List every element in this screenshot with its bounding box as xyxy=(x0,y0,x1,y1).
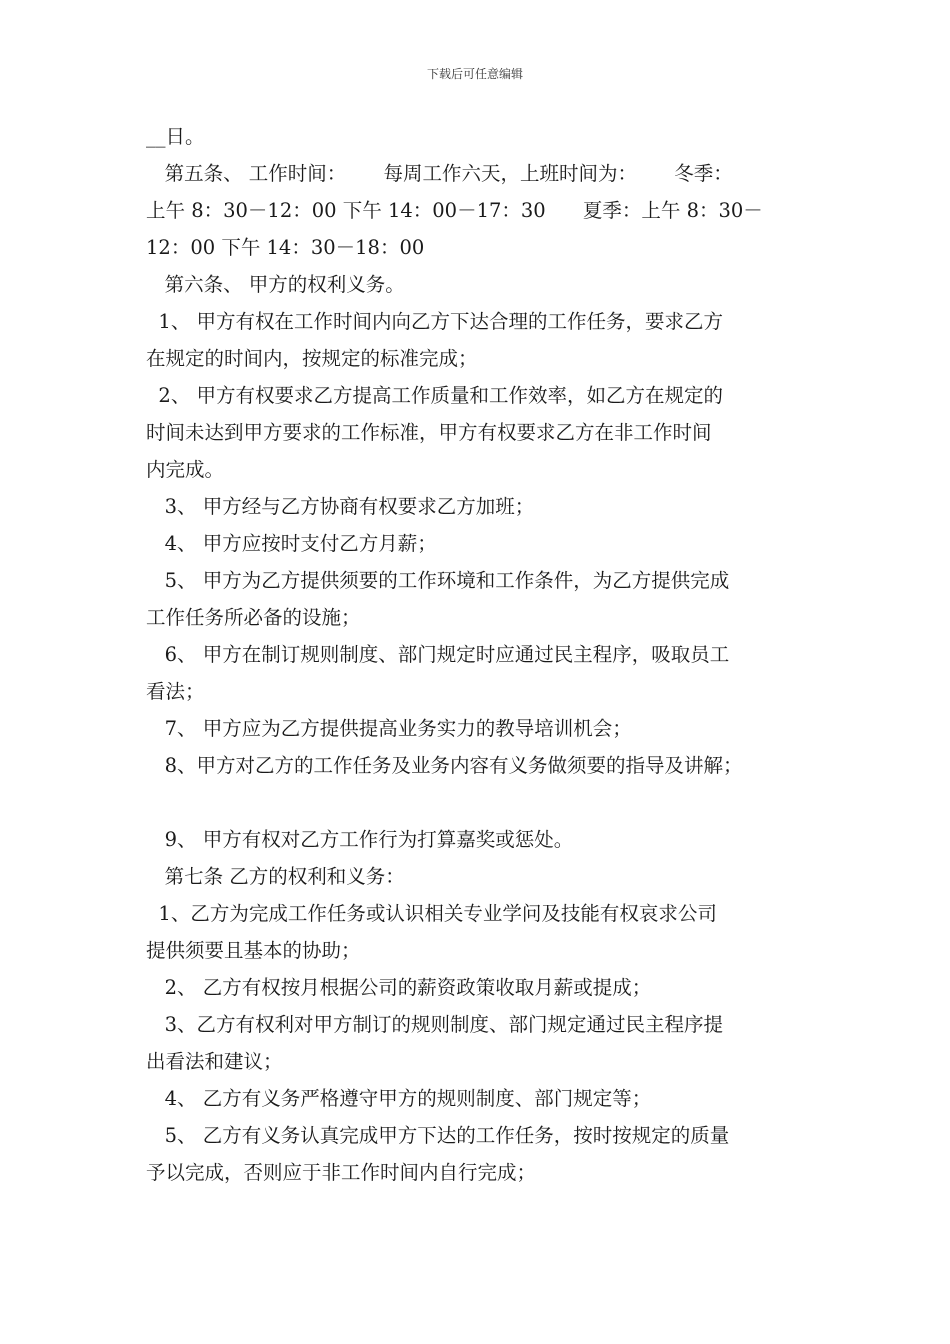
text-line: 第五条、 工作时间： 每周工作六天，上班时间为： 冬季： xyxy=(146,162,733,185)
text-line: 上午 8：30－12：00 下午 14：00－17：30 夏季：上午 8：30－ xyxy=(146,199,763,222)
document-body xyxy=(146,118,826,1191)
text-line: 12：00 下午 14：30－18：00 xyxy=(146,236,425,259)
text-line: 予以完成，否则应于非工作时间内自行完成； xyxy=(146,1161,537,1184)
blank-line xyxy=(146,784,826,821)
text-line: 9、 甲方有权对乙方工作行为打算嘉奖或惩处。 xyxy=(146,828,574,851)
text-line: 5、 乙方有义务认真完成甲方下达的工作任务，按时按规定的质量 xyxy=(146,1124,730,1147)
text-line: 在规定的时间内，按规定的标准完成； xyxy=(146,347,478,370)
text-line: 第六条、 甲方的权利义务。 xyxy=(146,273,405,296)
text-line: 3、 甲方经与乙方协商有权要求乙方加班； xyxy=(146,495,535,518)
text-line: 2、 乙方有权按月根据公司的薪资政策收取月薪或提成； xyxy=(146,976,652,999)
text-line: 2、 甲方有权要求乙方提高工作质量和工作效率，如乙方在规定的 xyxy=(146,384,724,407)
text-line: 4、 乙方有义务严格遵守甲方的规则制度、部门规定等； xyxy=(146,1087,652,1110)
text-line: 3、乙方有权利对甲方制订的规则制度、部门规定通过民主程序提 xyxy=(146,1013,724,1036)
text-line: __日。 xyxy=(146,125,205,148)
text-line: 5、 甲方为乙方提供须要的工作环境和工作条件，为乙方提供完成 xyxy=(146,569,730,592)
text-line: 看法； xyxy=(146,680,205,703)
text-line: 8、甲方对乙方的工作任务及业务内容有义务做须要的指导及讲解； xyxy=(146,754,743,777)
text-line: 时间未达到甲方要求的工作标准，甲方有权要求乙方在非工作时间 xyxy=(146,421,712,444)
text-line: 4、 甲方应按时支付乙方月薪； xyxy=(146,532,437,555)
text-line: 6、 甲方在制订规则制度、部门规定时应通过民主程序，吸取员工 xyxy=(146,643,730,666)
text-line: 出看法和建议； xyxy=(146,1050,283,1073)
text-line: 第七条 乙方的权利和义务： xyxy=(146,865,405,888)
text-line: 提供须要且基本的协助； xyxy=(146,939,361,962)
text-line: 1、乙方为完成工作任务或认识相关专业学问及技能有权哀求公司 xyxy=(146,902,717,925)
text-line: 7、 甲方应为乙方提供提高业务实力的教导培训机会； xyxy=(146,717,632,740)
page-header: 下载后可任意编辑 xyxy=(426,67,523,81)
text-line: 1、 甲方有权在工作时间内向乙方下达合理的工作任务，要求乙方 xyxy=(146,310,724,333)
text-line: 内完成。 xyxy=(146,458,225,481)
text-line: 工作任务所必备的设施； xyxy=(146,606,361,629)
